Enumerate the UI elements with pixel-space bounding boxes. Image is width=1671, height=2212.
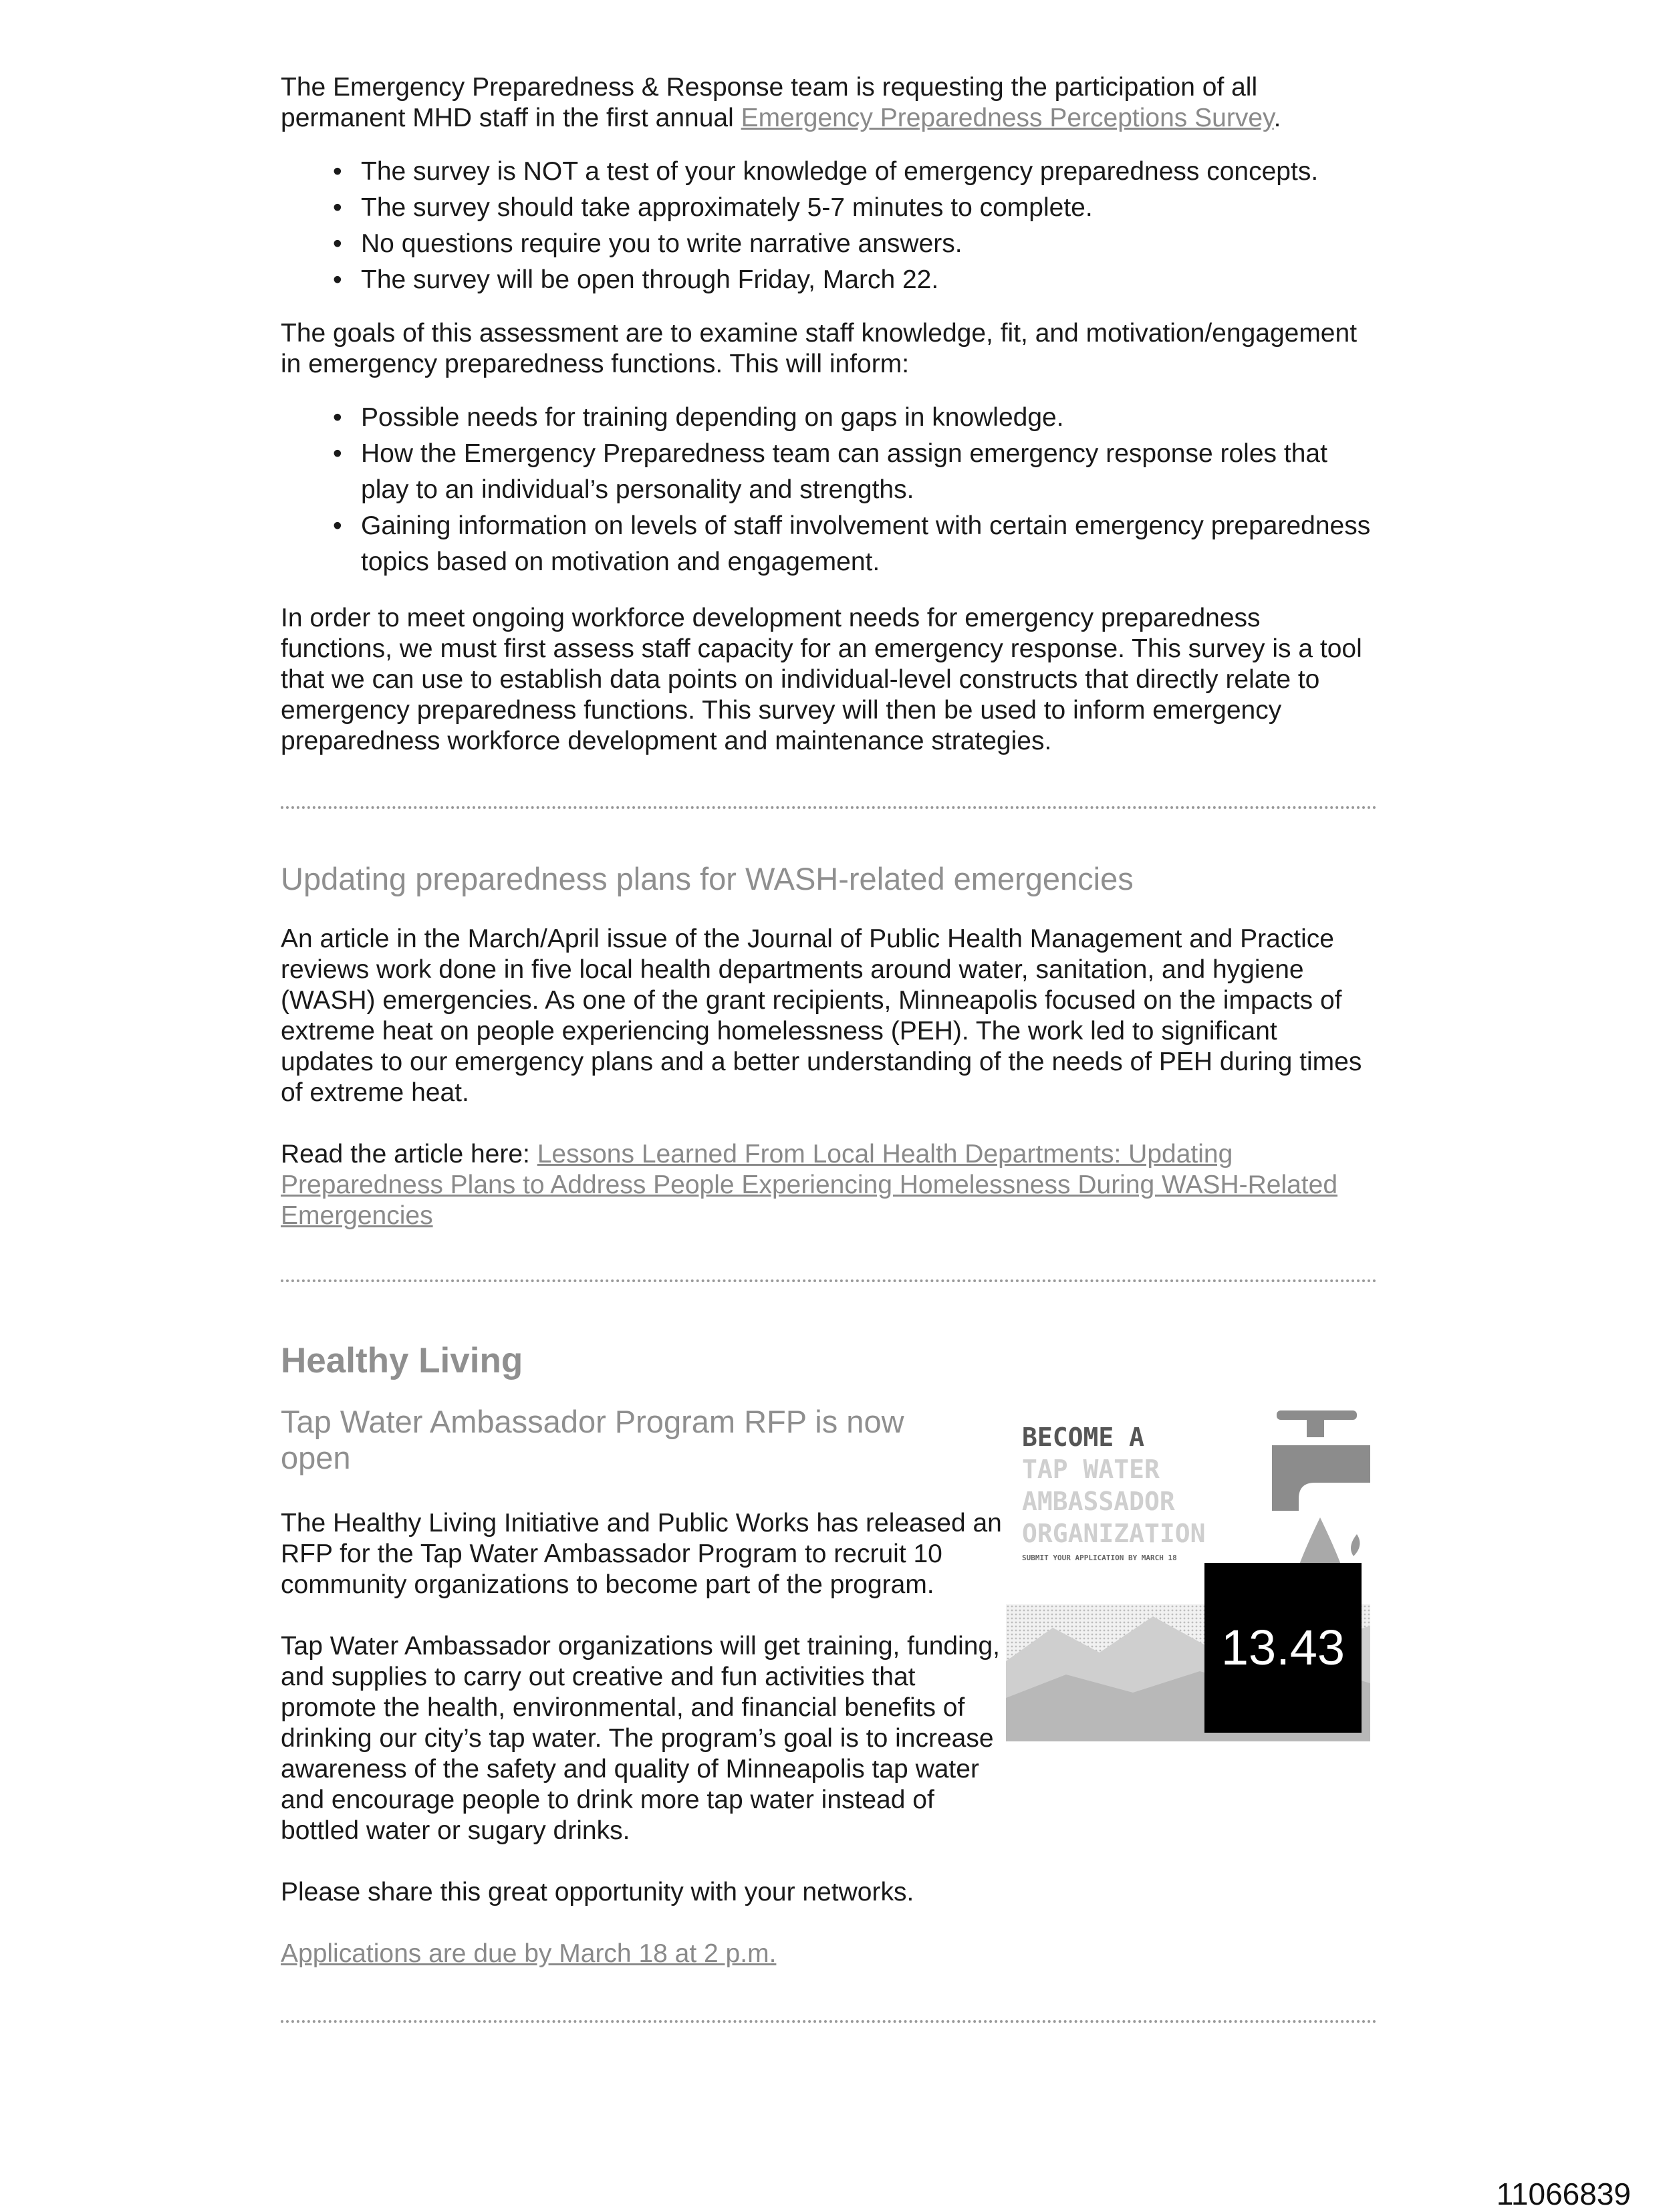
list-item: • Possible needs for training depending on gaps in knowledge. — [361, 400, 1377, 436]
timer-overlay: 13.43 — [1204, 1563, 1362, 1733]
list-item: • No questions require you to write narrative answers. — [361, 226, 1377, 262]
survey-bullets — [281, 154, 1377, 298]
tap-water-p1: The Healthy Living Initiative and Public Works has released an RFP for the Tap Water Ambassador Program to recruit 10 community organizations to become part of the program. — [281, 1509, 1002, 1599]
applications-due-link[interactable]: Applications are due by March 18 at 2 p.m. — [281, 1939, 777, 1968]
wash-article-body: An article in the March/April issue of the Journal of Public Health Management and Practice reviews work done in five local health departments around water, sanitation, and hygiene (WASH) emergencies. As one of the grant recipients, Minneapolis focused on the impacts of extreme heat on people experiencing homelessness (PEH). The work led to significant updates to our emergency plans and a better understanding of the needs of PEH during times of extreme heat. — [281, 925, 1362, 1107]
survey-closing: In order to meet ongoing workforce development needs for emergency preparedness functions, we must first assess staff capacity for an emergency response. This survey is a tool that we can use to establish data points on individual-level constructs that directly relate to emergency preparedness functions. This survey will then be used to inform emergency preparedness workforce development and maintenance strategies. — [281, 604, 1362, 755]
survey-link[interactable]: Emergency Preparedness Perceptions Survey — [741, 104, 1274, 132]
divider — [281, 806, 1377, 809]
survey-intro: The Emergency Preparedness & Response team is requesting the participation of all permanent MHD staff in the first annual Emergency Preparedness Perceptions Survey. — [281, 73, 1281, 132]
list-item: • The survey should take approximately 5-7 minutes to complete. — [361, 190, 1377, 226]
list-item: • The survey will be open through Friday, March 22. — [361, 262, 1377, 298]
document-id: 11066839 — [1496, 2177, 1631, 2211]
tap-water-article-title: Tap Water Ambassador Program RFP is now open — [281, 1404, 904, 1475]
newsletter-content — [281, 72, 1377, 2023]
list-item: • How the Emergency Preparedness team can assign emergency response roles that play to an individual’s personality and strengths. — [361, 436, 1377, 508]
tap-water-p3: Please share this great opportunity with your networks. — [281, 1878, 914, 1907]
divider — [281, 1279, 1377, 1282]
tap-water-deadline — [281, 1939, 1377, 1969]
list-item: • Gaining information on levels of staff involvement with certain emergency preparedness topics based on motivation and engagement. — [361, 508, 1377, 580]
tap-water-p2: Tap Water Ambassador organizations will get training, funding, and supplies to carry out creative and fun activities that promote the health, environmental, and financial benefits of drinking our city’s tap water. The program’s goal is to increase awareness of the safety and quality of Minneapolis tap water and encourage people to drink more tap water instead of bottled water or sugary drinks. — [281, 1632, 1000, 1845]
goals-text: The goals of this assessment are to examine staff knowledge, fit, and motivation/engagement in emergency preparedness functions. This will inform: — [281, 319, 1358, 378]
tap-water-poster-image — [1006, 1404, 1370, 1741]
tap-water-article — [281, 1404, 1377, 1969]
wash-read-more: Read the article here: Lessons Learned From Local Health Departments: Updating Preparedness Plans to Address People Experiencing Homelessness During WASH-Related Emergencies — [281, 1140, 1338, 1230]
wash-article-title: Updating preparedness plans for WASH-related emergencies — [281, 861, 1134, 896]
healthy-living-heading: Healthy Living — [281, 1341, 523, 1380]
list-item: • The survey is NOT a test of your knowledge of emergency preparedness concepts. — [361, 154, 1377, 190]
poster-text: BECOME A TAP WATER AMBASSADOR ORGANIZATION SUBMIT YOUR APPLICATION BY MARCH 18 — [1022, 1423, 1206, 1562]
goals-bullets — [281, 400, 1377, 580]
divider — [281, 2020, 1377, 2023]
wash-article-link[interactable]: Lessons Learned From Local Health Departments: Updating Preparedness Plans to Address People Experiencing Homelessness During WASH-Related Emergencies — [281, 1140, 1338, 1230]
